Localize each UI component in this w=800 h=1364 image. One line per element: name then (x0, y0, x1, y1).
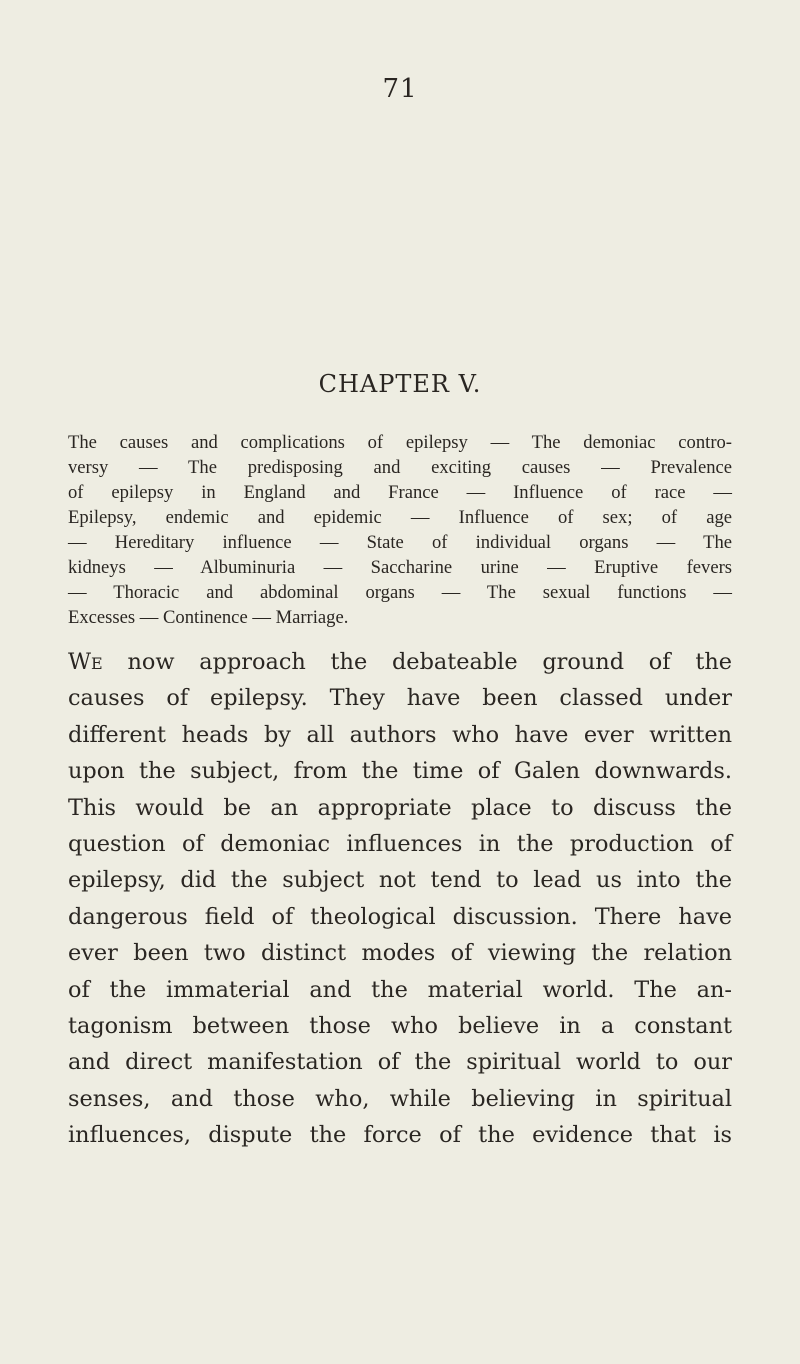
body-line: epilepsy, did the subject not tend to lead us into the (68, 867, 732, 894)
summary-line: The causes and complications of epilepsy — The demoniac contro- (68, 432, 732, 453)
body-line: senses, and those who, while believing in spiritual (68, 1085, 732, 1112)
summary-line: Excesses — Continence — Marriage. (68, 607, 349, 628)
body-line: of the immaterial and the material world. The an- (68, 976, 732, 1003)
body-line: dangerous field of theological discussion. There have (68, 903, 732, 930)
chapter-summary (68, 430, 732, 630)
body-line: and direct manifestation of the spiritual world to our (68, 1049, 732, 1076)
opening-word: We (68, 649, 103, 675)
body-line-first (68, 644, 732, 680)
body-line: upon the subject, from the time of Galen downwards. (68, 758, 732, 785)
chapter-heading: CHAPTER V. (318, 370, 482, 398)
body-line: causes of epilepsy. They have been classed under (68, 685, 732, 712)
body-line: tagonism between those who believe in a constant (68, 1013, 732, 1040)
body-paragraph (68, 644, 732, 1154)
summary-line: — Hereditary influence — State of individual organs — The (68, 532, 732, 553)
body-line: influences, dispute the force of the evidence that is (68, 1122, 732, 1149)
summary-line: Epilepsy, endemic and epidemic — Influence of sex; of age (68, 507, 732, 528)
body-line: This would be an appropriate place to discuss the (68, 794, 732, 821)
body-line: question of demoniac influences in the production of (68, 831, 732, 858)
summary-line: versy — The predisposing and exciting causes — Prevalence (68, 457, 732, 478)
body-line: ever been two distinct modes of viewing the relation (68, 940, 732, 967)
summary-line: — Thoracic and abdominal organs — The sexual functions — (68, 582, 732, 603)
summary-line: kidneys — Albuminuria — Saccharine urine — Eruptive fevers (68, 557, 732, 578)
summary-line: of epilepsy in England and France — Influence of race — (68, 482, 732, 503)
first-line-rest: now approach the debateable ground of the (102, 649, 732, 675)
page-number: 71 (382, 74, 418, 104)
body-line: different heads by all authors who have ever written (68, 721, 732, 748)
